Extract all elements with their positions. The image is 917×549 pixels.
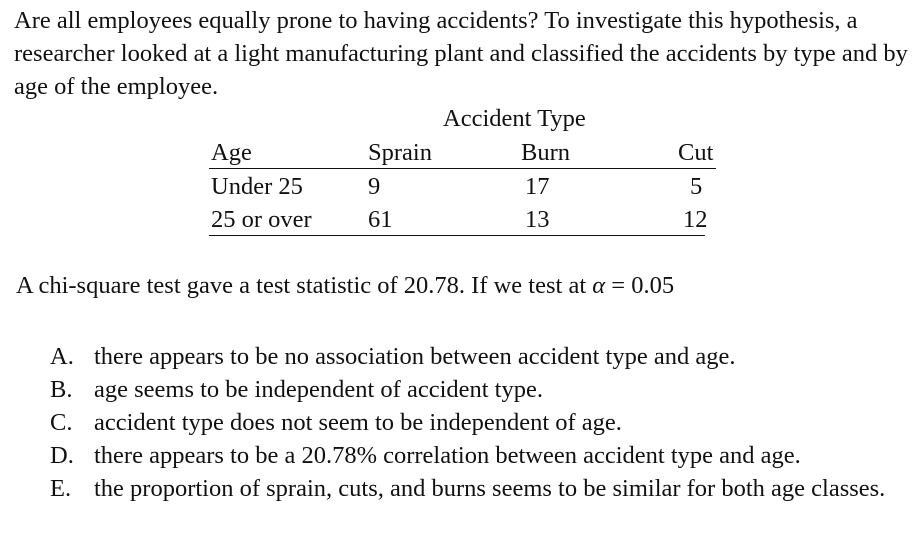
choice-text: there appears to be a 20.78% correlation between accident type and age. <box>94 442 801 469</box>
row-1-age: Under 25 <box>211 173 303 200</box>
choice-a[interactable] <box>50 340 910 373</box>
header-cut: Cut <box>678 139 714 166</box>
row-2-sprain: 61 <box>368 206 393 233</box>
choice-d[interactable] <box>50 439 910 472</box>
choice-text: there appears to be no association between accident type and age. <box>94 343 736 370</box>
choice-text: the proportion of sprain, cuts, and burns seems to be similar for both age classes. <box>94 475 886 502</box>
accident-table <box>0 104 917 244</box>
row-1-cut: 5 <box>690 173 703 200</box>
row-2-age: 25 or over <box>211 206 312 233</box>
row-2-burn: 13 <box>525 206 550 233</box>
question-intro: Are all employees equally prone to having accidents? To investigate this hypothesis, a researcher looked at a light manufacturing plant and classified the accidents by type and by age of the employee. <box>14 7 908 100</box>
row-1-sprain: 9 <box>368 173 381 200</box>
row-1-burn: 17 <box>525 173 550 200</box>
choice-c[interactable] <box>50 406 910 439</box>
header-sprain: Sprain <box>368 139 432 166</box>
choice-letter: A. <box>50 343 74 370</box>
answer-choices <box>50 340 910 505</box>
header-burn: Burn <box>521 139 570 166</box>
table-bottom-rule <box>209 235 705 236</box>
header-age: Age <box>211 139 252 166</box>
table-super-header: Accident Type <box>443 105 586 132</box>
header-underline <box>209 168 716 169</box>
row-2-cut: 12 <box>683 206 708 233</box>
alpha-value: = 0.05 <box>605 272 675 299</box>
choice-text: age seems to be independent of accident type. <box>94 376 543 403</box>
choice-b[interactable] <box>50 373 910 406</box>
choice-text: accident type does not seem to be independent of age. <box>94 409 622 436</box>
choice-letter: C. <box>50 409 73 436</box>
choice-letter: E. <box>50 475 72 502</box>
test-statement <box>16 270 674 302</box>
statement-text: A chi-square test gave a test statistic of 20.78. If we test at <box>16 272 593 299</box>
choice-letter: D. <box>50 442 74 469</box>
choice-e[interactable] <box>50 472 910 505</box>
choice-letter: B. <box>50 376 73 403</box>
alpha-symbol: α <box>592 272 606 299</box>
